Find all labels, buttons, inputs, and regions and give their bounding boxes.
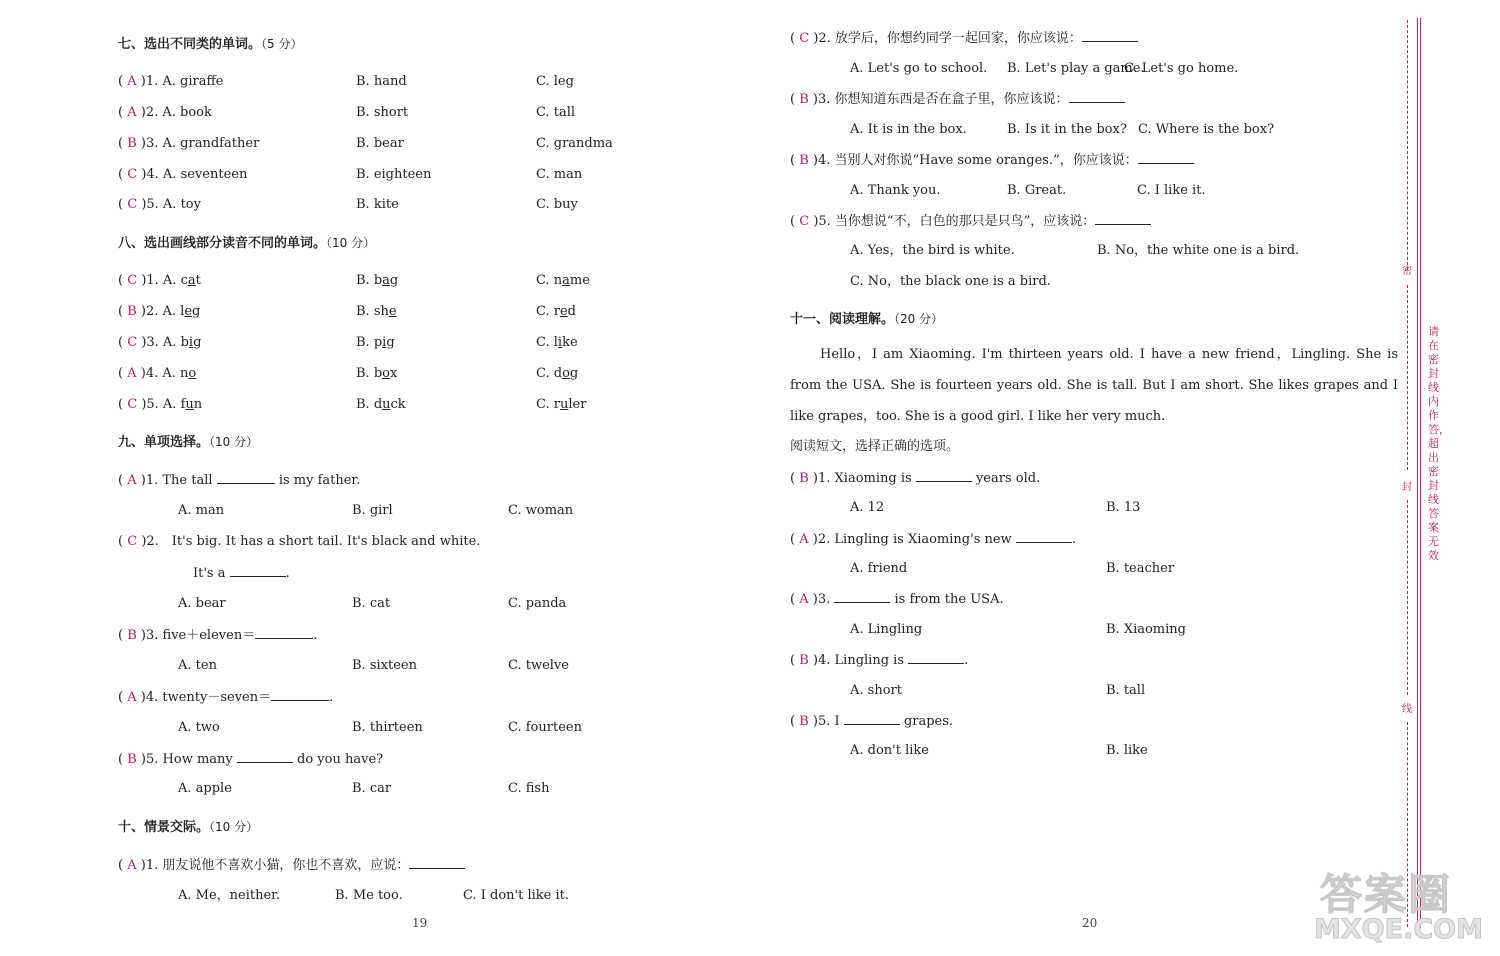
s7-q4-option-c: C. man <box>536 167 583 182</box>
seal-word-1: 密 <box>1402 266 1412 277</box>
s7-q3-option-c: C. grandma <box>536 136 613 151</box>
s9-q2-option-a: A. bear <box>178 596 226 611</box>
margin-note: 请在密封线内作答，超出密封线答案无效 <box>1428 325 1450 562</box>
s7-q1-option-c: C. leg <box>536 74 574 89</box>
seal-word-2: 封 <box>1402 482 1412 493</box>
s8-q2: ( B )2. A. leg <box>118 304 201 319</box>
answer-blank[interactable] <box>1095 212 1151 225</box>
seal-word-3: 线 <box>1402 704 1412 715</box>
s7-q5-option-c: C. buy <box>536 197 578 212</box>
right-page <box>760 0 1410 956</box>
s9-q5-option-c: C. fish <box>508 781 550 796</box>
answer-mark: C <box>127 397 138 412</box>
s11-q1-option-a: A. 12 <box>850 500 885 515</box>
answer-mark: C <box>127 534 138 549</box>
answer-blank[interactable] <box>1069 90 1125 103</box>
answer-mark: C <box>127 273 138 288</box>
s9-q3-option-b: B. sixteen <box>352 658 417 673</box>
s7-q1: ( A )1. A. giraffe <box>118 74 224 89</box>
s9-q1-option-c: C. woman <box>508 503 574 518</box>
s11-q2-option-a: A. friend <box>850 561 908 576</box>
s8-q3-option-c: C. like <box>536 335 578 350</box>
answer-blank[interactable] <box>916 469 972 482</box>
s7-q2-option-c: C. tall <box>536 105 576 120</box>
s10-q4: ( B )4. 当别人对你说“Have some oranges.”，你应该说： <box>790 151 1194 170</box>
s7-q3: ( B )3. A. grandfather <box>118 136 260 151</box>
s11-q1: ( B )1. Xiaoming is years old. <box>790 471 1041 486</box>
s9-q1-option-b: B. girl <box>352 503 393 518</box>
section-10-title: 十、情景交际。（10 分） <box>118 820 259 835</box>
answer-blank[interactable] <box>217 471 275 484</box>
watermark-text-top: 答案圈 <box>1320 870 1453 919</box>
s10-q2-option-c: C. Let's go home. <box>1124 61 1239 76</box>
s10-q2-option-a: A. Let's go to school. <box>850 61 988 76</box>
s11-q4-option-b: B. tall <box>1106 683 1146 698</box>
watermark-logo <box>1312 862 1494 948</box>
margin-rule <box>1417 18 1418 928</box>
s7-q2-option-b: B. short <box>356 105 409 120</box>
answer-mark: A <box>127 858 137 873</box>
s11-q1-option-b: B. 13 <box>1106 500 1141 515</box>
s9-q5-option-b: B. car <box>352 781 392 796</box>
page-number-left: 19 <box>412 916 428 930</box>
answer-mark: C <box>127 197 138 212</box>
s10-q4-option-c: C. I like it. <box>1137 183 1206 198</box>
s11-q5: ( B )5. I grapes. <box>790 714 954 729</box>
answer-mark: C <box>127 167 138 182</box>
s8-q5-option-b: B. duck <box>356 397 406 412</box>
s10-q3-option-c: C. Where is the box? <box>1138 122 1275 137</box>
s8-q3-option-b: B. pig <box>356 335 395 350</box>
seal-dashed-line <box>1407 20 1409 270</box>
s10-q1-option-a: A. Me，neither. <box>178 888 281 903</box>
watermark-text-bottom: MXQE.COM <box>1314 914 1483 945</box>
answer-mark: C <box>127 335 138 350</box>
s7-q1-option-b: B. hand <box>356 74 407 89</box>
s9-q3: ( B )3. five＋eleven＝ . <box>118 628 318 643</box>
s9-q3-option-c: C. twelve <box>508 658 569 673</box>
answer-mark: B <box>799 714 809 729</box>
answer-blank[interactable] <box>908 651 964 664</box>
s8-q4-option-b: B. box <box>356 366 398 381</box>
s10-q4-option-a: A. Thank you. <box>850 183 941 198</box>
s7-q5-option-b: B. kite <box>356 197 399 212</box>
s7-q5: ( C )5. A. toy <box>118 197 201 212</box>
answer-blank[interactable] <box>271 688 329 701</box>
s9-q2-option-b: B. cat <box>352 596 391 611</box>
answer-mark: A <box>127 473 137 488</box>
s7-q4-option-b: B. eighteen <box>356 167 432 182</box>
s10-q1-option-b: B. Me too. <box>335 888 403 903</box>
s9-q5-option-a: A. apple <box>178 781 232 796</box>
s8-q4-option-c: C. dog <box>536 366 579 381</box>
s7-q3-option-b: B. bear <box>356 136 404 151</box>
s9-q1-option-a: A. man <box>178 503 225 518</box>
s9-q4-option-b: B. thirteen <box>352 720 423 735</box>
reading-instruction: 阅读短文，选择正确的选项。 <box>790 439 960 454</box>
s10-q5-option-b: B. No，the white one is a bird. <box>1097 243 1300 258</box>
answer-blank[interactable] <box>1016 530 1072 543</box>
s10-q5-option-a: A. Yes，the bird is white. <box>850 243 1015 258</box>
section-11-title: 十一、阅读理解。（20 分） <box>790 312 944 327</box>
s8-q2-option-b: B. she <box>356 304 397 319</box>
s8-q1-option-c: C. name <box>536 273 590 288</box>
answer-mark: B <box>127 628 137 643</box>
s8-q5-option-c: C. ruler <box>536 397 587 412</box>
s9-q5: ( B )5. How many do you have? <box>118 752 384 767</box>
s9-q2: ( C )2. It's big. It has a short tail. It's black and white. <box>118 534 481 549</box>
answer-mark: A <box>127 366 137 381</box>
answer-blank[interactable] <box>255 626 313 639</box>
s11-q5-option-a: A. don't like <box>850 743 929 758</box>
section-7-title: 七、选出不同类的单词。（5 分） <box>118 37 303 52</box>
s10-q3-option-b: B. Is it in the box? <box>1007 122 1127 137</box>
answer-blank[interactable] <box>1082 29 1138 42</box>
answer-mark: B <box>799 653 809 668</box>
s9-q4-option-c: C. fourteen <box>508 720 582 735</box>
answer-mark: B <box>127 136 137 151</box>
s11-q4-option-a: A. short <box>850 683 902 698</box>
s10-q4-option-b: B. Great. <box>1007 183 1067 198</box>
answer-blank[interactable] <box>409 856 465 869</box>
s9-q4: ( A )4. twenty－seven＝ . <box>118 690 334 705</box>
answer-blank[interactable] <box>230 564 286 577</box>
s10-q5-option-c: C. No，the black one is a bird. <box>850 274 1051 289</box>
section-8-title: 八、选出画线部分读音不同的单词。（10 分） <box>118 236 376 251</box>
s9-q3-option-a: A. ten <box>178 658 217 673</box>
answer-mark: B <box>799 153 809 168</box>
s11-q5-option-b: B. like <box>1106 743 1148 758</box>
answer-blank[interactable] <box>1138 151 1194 164</box>
s10-q3-option-a: A. It is in the box. <box>850 122 967 137</box>
s11-q3-option-b: B. Xiaoming <box>1106 622 1186 637</box>
s10-q2: ( C )2. 放学后，你想约同学一起回家，你应该说： <box>790 29 1138 48</box>
answer-mark: A <box>127 690 137 705</box>
answer-mark: A <box>127 105 137 120</box>
s9-q4-option-a: A. two <box>178 720 220 735</box>
s10-q2-option-b: B. Let's play a game. <box>1007 61 1145 76</box>
s10-q1: ( A )1. 朋友说他不喜欢小猫，你也不喜欢，应说： <box>118 856 465 875</box>
reading-passage: Hello，I am Xiaoming. I'm thirteen years old. I have a new friend，Lingling. She is from the USA. She is fourteen years old. She is tall. But I am short. She likes grapes and I like grapes，too. She is a good girl. I like her very much. <box>790 347 1398 424</box>
answer-mark: A <box>127 74 137 89</box>
s9-q1: ( A )1. The tall is my father. <box>118 473 361 488</box>
s10-q5: ( C )5. 当你想说“不，白色的那只是只鸟”，应该说： <box>790 212 1151 231</box>
answer-mark: B <box>799 92 809 107</box>
s8-q1-option-b: B. bag <box>356 273 399 288</box>
answer-mark: B <box>799 471 809 486</box>
s9-q2-line2: It's a . <box>193 566 290 581</box>
s7-q4: ( C )4. A. seventeen <box>118 167 248 182</box>
s11-q3-option-a: A. Lingling <box>850 622 923 637</box>
s11-q2: ( A )2. Lingling is Xiaoming's new . <box>790 532 1076 547</box>
s8-q3: ( C )3. A. big <box>118 335 202 350</box>
s8-q1: ( C )1. A. cat <box>118 273 201 288</box>
answer-blank[interactable] <box>844 712 900 725</box>
seal-dashed-line <box>1407 500 1409 695</box>
s8-q4: ( A )4. A. no <box>118 366 197 381</box>
answer-mark: A <box>799 592 809 607</box>
s10-q3: ( B )3. 你想知道东西是否在盒子里，你应该说： <box>790 90 1125 109</box>
answer-blank[interactable] <box>834 590 890 603</box>
answer-blank[interactable] <box>237 750 293 763</box>
s9-q2-option-c: C. panda <box>508 596 567 611</box>
margin-rule <box>1420 18 1421 928</box>
s11-q4: ( B )4. Lingling is . <box>790 653 969 668</box>
page-number-right: 20 <box>1082 916 1098 930</box>
s11-q2-option-b: B. teacher <box>1106 561 1175 576</box>
answer-mark: C <box>799 214 810 229</box>
section-9-title: 九、单项选择。（10 分） <box>118 435 259 450</box>
s8-q5: ( C )5. A. fun <box>118 397 203 412</box>
answer-mark: A <box>799 532 809 547</box>
seal-dashed-line <box>1407 285 1409 470</box>
answer-mark: C <box>799 31 810 46</box>
s11-q3: ( A )3. is from the USA. <box>790 592 1004 607</box>
s10-q1-option-c: C. I don't like it. <box>463 888 569 903</box>
answer-mark: B <box>127 304 137 319</box>
s8-q2-option-c: C. red <box>536 304 576 319</box>
answer-mark: B <box>127 752 137 767</box>
s7-q2: ( A )2. A. book <box>118 105 212 120</box>
